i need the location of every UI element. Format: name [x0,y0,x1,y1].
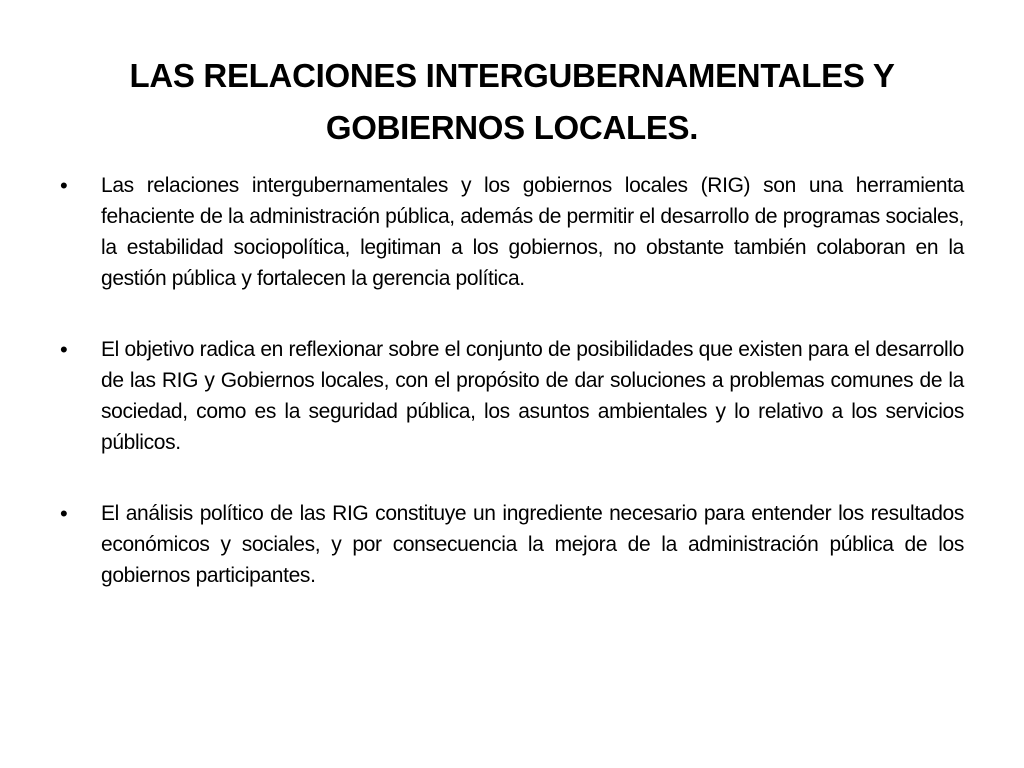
bullet-list [60,170,964,591]
slide-title-line-1: LAS RELACIONES INTERGUBERNAMENTALES Y [129,57,895,94]
bullet-dot-icon: • [60,337,68,362]
bullet-item-1 [60,170,964,294]
bullet-text-2: El objetivo radica en reflexionar sobre el conjunto de posibilidades que existen para el desarrollo de las RIG y Gobiernos locales, con el propósito de dar soluciones a problemas comunes de la sociedad, como es la seguridad pública, los asuntos ambientales y lo relativo a los servicios públicos. [101,338,964,454]
bullet-item-2 [60,334,964,458]
bullet-text-3: El análisis político de las RIG constituye un ingrediente necesario para entender los resultados económicos y sociales, y por consecuencia la mejora de la administración pública de los gobiernos participantes. [101,502,964,587]
slide-title [80,50,944,154]
bullet-dot-icon: • [60,173,68,198]
slide-title-line-2: GOBIERNOS LOCALES. [325,109,699,146]
bullet-item-3 [60,498,964,591]
bullet-dot-icon: • [60,501,68,526]
bullet-text-1: Las relaciones intergubernamentales y los gobiernos locales (RIG) son una herramienta fehaciente de la administración pública, además de permitir el desarrollo de programas sociales, la estabilidad sociopolítica, legitiman a los gobiernos, no obstante también colaboran en la gestión pública y fortalecen la gerencia política. [101,174,964,290]
